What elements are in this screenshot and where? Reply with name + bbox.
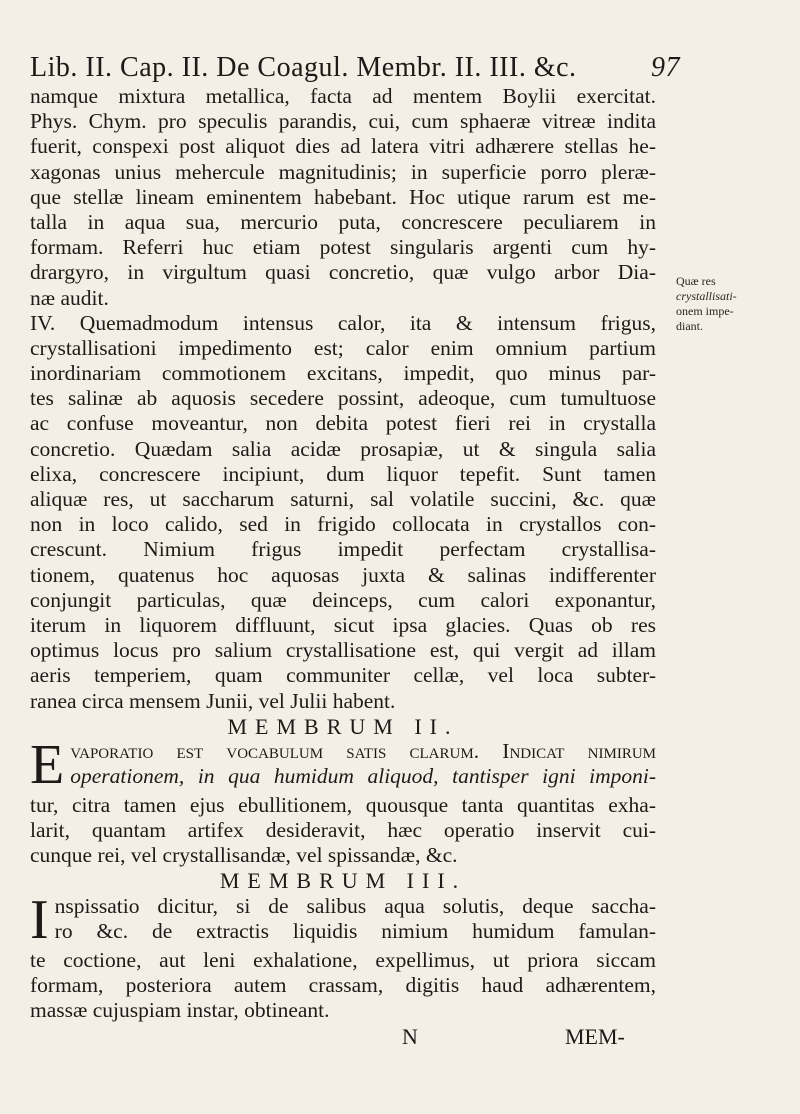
signature-mark: N bbox=[402, 1024, 418, 1049]
margin-note-line: Quæ res bbox=[676, 274, 716, 288]
text-line: aliquæ res, ut saccharum saturni, sal volatile succini, &c. quæ bbox=[30, 487, 656, 511]
text-line: ac confuse moveantur, non debita potest fieri rei in crystalla bbox=[30, 411, 656, 436]
text-line: fuerit, conspexi post aliquot dies ad latera vitri adhærere stellas he- bbox=[30, 134, 656, 159]
text-line: te coctione, aut leni exhalatione, expellimus, ut priora siccam bbox=[30, 947, 656, 972]
text-line: IV. Quemadmodum intensus calor, ita & intensum frigus, bbox=[30, 310, 656, 335]
text-line: tes salinæ ab aquosis secedere possint, adeoque, cum tumultuose bbox=[30, 386, 656, 411]
section-inspissatio bbox=[30, 894, 656, 1024]
text-line: talla in aqua sua, mercurio puta, concrescere peculiarem in bbox=[30, 209, 656, 234]
text-line: næ audit. bbox=[30, 285, 109, 310]
text-line: larit, quantam artifex desideravit, hæc operatio inservit cui- bbox=[30, 818, 656, 843]
page-number: 97 bbox=[651, 52, 680, 83]
paragraph-continuation bbox=[30, 84, 656, 311]
body-text bbox=[30, 84, 656, 1023]
text-line: elixa, concrescere incipiunt, dum liquor tepefit. Sunt tamen bbox=[30, 461, 656, 486]
margin-note-line: onem impe- bbox=[676, 304, 734, 318]
drop-cap: I bbox=[30, 893, 49, 948]
text-line: ranea circa mensem Junii, vel Julii habent. bbox=[30, 688, 396, 713]
heading-membrum-ii: MEMBRUM II. bbox=[227, 713, 459, 739]
text-line: iterum in liquorem diffluunt, sicut ipsa glacies. Quas ob res bbox=[30, 612, 656, 637]
text-line: cunque rei, vel crystallisandæ, vel spissandæ, &c. bbox=[30, 843, 458, 868]
text-line: concretio. Quædam salia acidæ prosapiæ, ut & singula salia bbox=[30, 436, 656, 461]
margin-note bbox=[676, 274, 796, 334]
paragraph-iv bbox=[30, 311, 656, 714]
text-line: massæ cujuspiam instar, obtineant. bbox=[30, 998, 330, 1022]
text-line: conjungit particulas, quæ deinceps, cum calori exponantur, bbox=[30, 587, 656, 612]
text-line: aeris temperiem, quam communiter cellæ, vel loca subter- bbox=[30, 663, 656, 688]
text-line: operationem, in qua humidum aliquod, tantisper igni imponi- bbox=[70, 764, 656, 789]
text-line: Phys. Chym. pro speculis parandis, cui, cum sphaeræ vitreæ indita bbox=[30, 109, 656, 134]
text-line: optimus locus pro salium crystallisatione est, qui vergit ad illam bbox=[30, 638, 656, 663]
text-line: tionem, quatenus hoc aquosas juxta & salinas indifferenter bbox=[30, 562, 656, 587]
running-header bbox=[30, 52, 680, 84]
text-line: formam, posteriora autem crassam, digitis haud adhærentem, bbox=[30, 972, 656, 997]
text-line: namque mixtura metallica, facta ad mentem Boylii exercitat. bbox=[30, 84, 656, 108]
text-line: que stellæ lineam eminentem habebant. Hoc utique rarum est me- bbox=[30, 184, 656, 209]
text-line: xagonas unius mehercule magnitudinis; in superficie porro pleræ- bbox=[30, 159, 656, 184]
text-line: crescunt. Nimium frigus impedit perfectam crystallisa- bbox=[30, 537, 656, 562]
text-line: inordinariam commotionem excitans, impedit, quo minus par- bbox=[30, 361, 656, 386]
text-line: non in loco calido, sed in frigido collocata in crystallos con- bbox=[30, 512, 656, 537]
text-line: nspissatio dicitur, si de salibus aqua solutis, deque saccha- bbox=[54, 893, 656, 918]
margin-note-line: crystallisati- bbox=[676, 289, 737, 303]
margin-note-line: diant. bbox=[676, 319, 703, 333]
text-line: tur, citra tamen ejus ebullitionem, quousque tanta quantitas exha- bbox=[30, 792, 656, 817]
text-line: crystallisationi impedimento est; calor enim omnium partium bbox=[30, 335, 656, 360]
text-line: ro &c. de extractis liquidis nimium humidum famulan- bbox=[54, 918, 656, 943]
text-line: drargyro, in virgultum quasi concretio, quæ vulgo arbor Dia- bbox=[30, 260, 656, 285]
drop-cap: E bbox=[30, 738, 65, 793]
heading-membrum-iii: MEMBRUM III. bbox=[219, 868, 467, 894]
running-title: Lib. II. Cap. II. De Coagul. Membr. II. III. &c. bbox=[30, 52, 577, 83]
text-line: vaporatio est vocabulum satis clarum. Indicat nimirum bbox=[70, 738, 656, 763]
section-evaporatio bbox=[30, 739, 656, 869]
text-line: formam. Referri huc etiam potest singularis argenti cum hy- bbox=[30, 235, 656, 260]
catchword: MEM- bbox=[565, 1024, 625, 1049]
